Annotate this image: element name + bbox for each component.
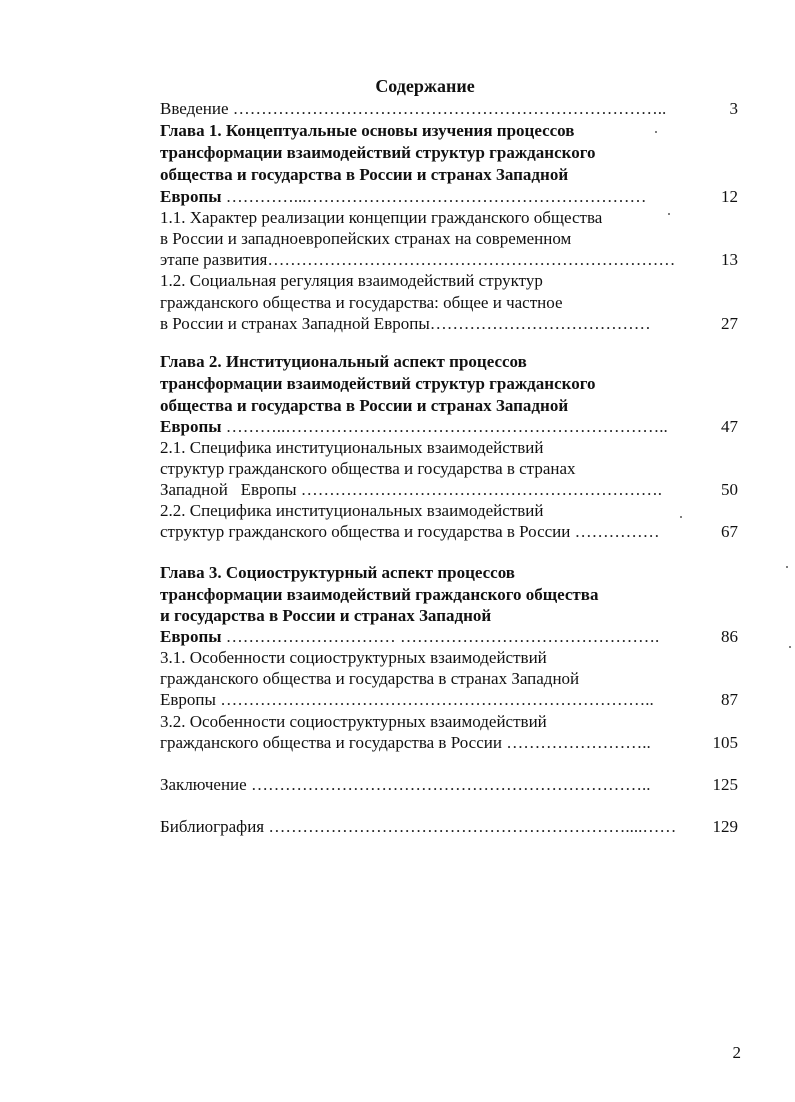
- toc-entry-text: Западной Европы: [160, 480, 301, 499]
- toc-entry-text: Европы: [160, 417, 226, 436]
- toc-entry-text: в России и западноевропейских странах на современном: [160, 229, 572, 248]
- toc-entry-text: гражданского общества и государства: общее и частное: [160, 293, 563, 312]
- toc-section-1-1-line-3: [160, 249, 738, 271]
- toc-entry-text: Глава 3. Социоструктурный аспект процессов: [160, 563, 515, 582]
- toc-entry-text: Европы: [160, 627, 226, 646]
- toc-entry-text: 3.1. Особенности социоструктурных взаимодействий: [160, 648, 547, 667]
- toc-section-2-2-line-2: [160, 521, 738, 543]
- toc-section-3-1-line-1: [160, 647, 738, 669]
- toc-entry-text: 3.2. Особенности социоструктурных взаимодействий: [160, 712, 547, 731]
- toc-entry-text: Глава 2. Институциональный аспект процессов: [160, 352, 527, 371]
- toc-chapter-2-line-4: [160, 416, 738, 438]
- toc-section-1-1-line-2: [160, 228, 738, 250]
- toc-page-number: 47: [717, 416, 738, 438]
- toc-chapter-1-line-2: [160, 142, 738, 164]
- toc-page-number: 50: [717, 479, 738, 501]
- scan-speck: [655, 131, 657, 133]
- toc-leader-dots: …………………………………………………………………..: [220, 690, 654, 709]
- toc-section-2-1-line-3: [160, 479, 738, 501]
- toc-chapter-2-line-1: [160, 351, 738, 373]
- toc-leader-dots: ……………………………………………………………..: [250, 775, 651, 794]
- toc-leader-dots: ……………………………………………………….: [300, 480, 663, 499]
- page-number: 2: [732, 1043, 741, 1062]
- toc-entry-text: трансформации взаимодействий структур гражданского: [160, 374, 596, 393]
- scan-speck: [680, 516, 682, 518]
- toc-entry-text: Заключение: [160, 775, 251, 794]
- toc-section-2-1-line-2: [160, 458, 738, 480]
- toc-page-number: 3: [726, 98, 739, 120]
- toc-page-number: 12: [717, 186, 738, 208]
- toc-entry-text: и государства в России и странах Западной: [160, 606, 492, 625]
- toc-chapter-2-line-3: [160, 395, 738, 417]
- toc-entry-text: гражданского общества и государства в России: [160, 733, 507, 752]
- toc-entry-text: Библиография: [160, 817, 269, 836]
- toc-chapter-1-line-3: [160, 164, 738, 186]
- scan-speck: [786, 566, 788, 568]
- toc-leader-dots: …………………………………: [429, 314, 651, 333]
- toc-leader-dots: …………...……………………………………………………: [225, 187, 647, 206]
- toc-chapter-3-line-3: [160, 605, 738, 627]
- toc-entry-text: структур гражданского общества и государства в России: [160, 522, 575, 541]
- toc-section-2-2-line-1: [160, 500, 738, 522]
- toc-entry-text: Европы: [160, 690, 221, 709]
- toc-entry-text: Европы: [160, 187, 226, 206]
- scan-speck: [789, 646, 791, 648]
- toc-page-number: 105: [709, 732, 739, 754]
- toc-chapter-1-line-1: [160, 120, 738, 142]
- toc-leader-dots: ………………………………………………………………: [267, 250, 676, 269]
- toc-entry-text: 1.1. Характер реализации концепции гражданского общества: [160, 208, 603, 227]
- toc-leader-dots: ………………………………………………………....……: [268, 817, 677, 836]
- toc-page-number: 67: [717, 521, 738, 543]
- toc-entry-conclusion: [160, 774, 738, 796]
- toc-leader-dots: ……………: [574, 522, 660, 541]
- toc-page-number: 13: [717, 249, 738, 271]
- toc-section-3-2-line-2: [160, 732, 738, 754]
- toc-entry-text: 1.2. Социальная регуляция взаимодействий структур: [160, 271, 543, 290]
- toc-entry-text: структур гражданского общества и государства в странах: [160, 459, 576, 478]
- toc-section-3-1-line-3: [160, 689, 738, 711]
- toc-section-1-2-line-2: [160, 292, 738, 314]
- toc-entry-text: в России и странах Западной Европы: [160, 314, 430, 333]
- toc-section-1-2-line-1: [160, 270, 738, 292]
- toc-entry-text: Глава 1. Концептуальные основы изучения процессов: [160, 121, 575, 140]
- toc-leader-dots: ……………………..: [506, 733, 651, 752]
- toc-chapter-3-line-4: [160, 626, 738, 648]
- toc-chapter-1-line-4: [160, 186, 738, 208]
- toc-title: Содержание: [375, 76, 475, 96]
- toc-chapter-3-line-2: [160, 584, 738, 606]
- toc-section-1-2-line-3: [160, 313, 738, 335]
- toc-page-number: 27: [717, 313, 738, 335]
- toc-section-1-1-line-1: [160, 207, 738, 229]
- toc-entry-text: Введение: [160, 99, 233, 118]
- scan-speck: [668, 213, 670, 215]
- toc-entry-text: этапе развития: [160, 250, 268, 269]
- toc-chapter-3-line-1: [160, 562, 738, 584]
- toc-section-2-1-line-1: [160, 437, 738, 459]
- toc-entry-text: 2.1. Специфика институциональных взаимодействий: [160, 438, 544, 457]
- toc-entry-text: общества и государства в России и странах Западной: [160, 165, 569, 184]
- toc-entry-introduction: [160, 98, 738, 120]
- toc-page-number: 125: [709, 774, 739, 796]
- toc-section-3-1-line-2: [160, 668, 738, 690]
- toc-page-number: 87: [717, 689, 738, 711]
- toc-entry-bibliography: [160, 816, 738, 838]
- toc-entry-text: трансформации взаимодействий структур гражданского: [160, 143, 596, 162]
- toc-page-number: 86: [717, 626, 738, 648]
- toc-entry-text: трансформации взаимодействий гражданского общества: [160, 585, 599, 604]
- toc-section-3-2-line-1: [160, 711, 738, 733]
- toc-chapter-2-line-2: [160, 373, 738, 395]
- toc-leader-dots: ………………………… ……………………………………….: [225, 627, 660, 646]
- toc-leader-dots: …………………………………………………………………..: [232, 99, 667, 118]
- toc-entry-text: 2.2. Специфика институциональных взаимодействий: [160, 501, 544, 520]
- toc-leader-dots: ………..…………………………………………………………..: [225, 417, 668, 436]
- toc-page-number: 129: [709, 816, 739, 838]
- toc-entry-text: гражданского общества и государства в странах Западной: [160, 669, 580, 688]
- toc-entry-text: общества и государства в России и странах Западной: [160, 396, 569, 415]
